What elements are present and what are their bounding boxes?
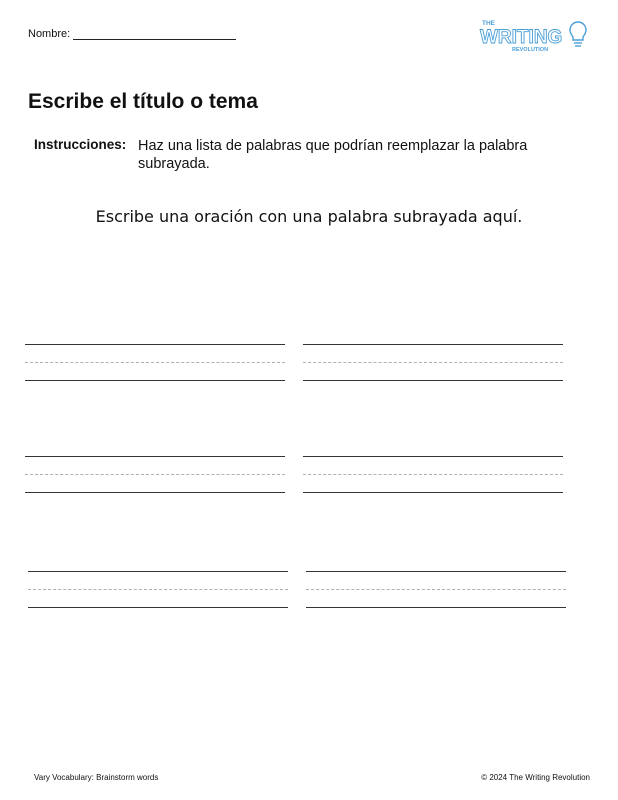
logo-revolution-text: REVOLUTION (512, 47, 549, 53)
writing-line-mid (25, 362, 285, 363)
writing-line-top (25, 456, 285, 457)
lightbulb-icon (570, 22, 586, 46)
writing-line-bottom (306, 607, 566, 608)
footer-copyright: © 2024 The Writing Revolution (481, 773, 590, 782)
writing-line-top (303, 456, 563, 457)
page-title: Escribe el título o tema (28, 90, 258, 113)
writing-line-bottom (25, 380, 285, 381)
writing-line-mid (303, 474, 563, 475)
writing-line-top (303, 344, 563, 345)
writing-revolution-logo (478, 16, 592, 56)
writing-line-mid (306, 589, 566, 590)
writing-line-mid (28, 589, 288, 590)
instructions-label: Instrucciones: (34, 137, 127, 152)
writing-line-mid (25, 474, 285, 475)
instructions-text: Haz una lista de palabras que podrían reemplazar la palabra subrayada. (138, 138, 528, 172)
sentence-prompt: Escribe una oración con una palabra subrayada aquí. (95, 207, 523, 226)
name-label: Nombre: (28, 28, 71, 40)
writing-line-top (306, 571, 566, 572)
name-field[interactable] (28, 28, 236, 40)
writing-line-bottom (25, 492, 285, 493)
writing-line-mid (303, 362, 563, 363)
logo-the-text: THE (482, 20, 495, 27)
footer-title: Vary Vocabulary: Brainstorm words (34, 773, 159, 782)
name-line[interactable] (73, 28, 236, 40)
writing-line-top (28, 571, 288, 572)
writing-line-top (25, 344, 285, 345)
writing-line-bottom (303, 492, 563, 493)
writing-line-bottom (303, 380, 563, 381)
writing-line-bottom (28, 607, 288, 608)
logo-writing-text: WRITING (480, 27, 563, 48)
